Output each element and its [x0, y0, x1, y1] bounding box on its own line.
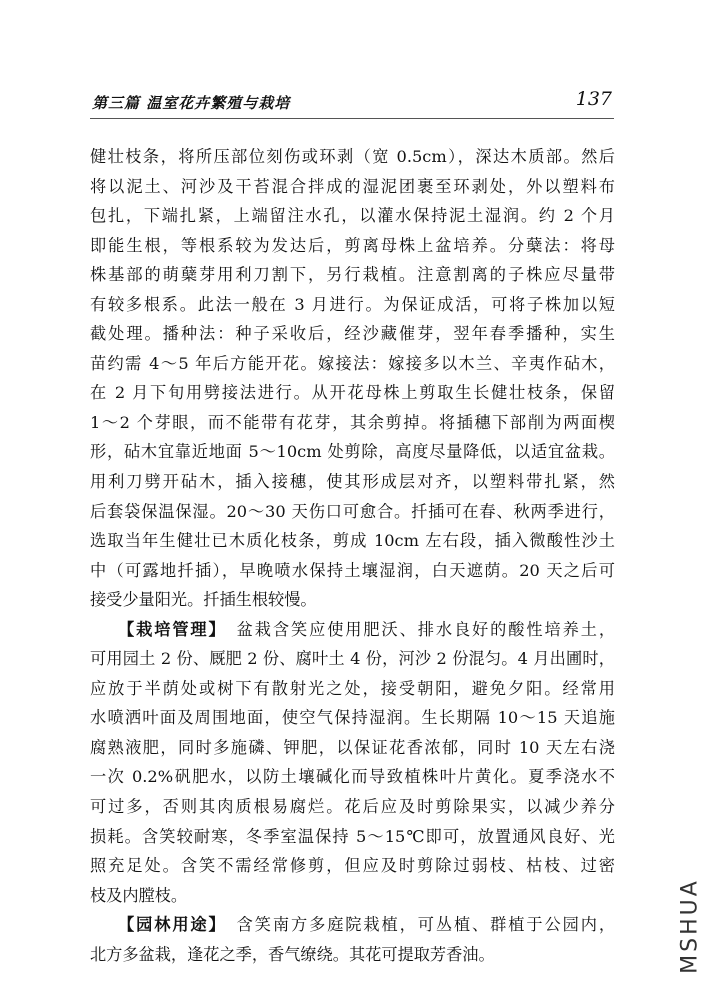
page-header [92, 88, 612, 120]
text-line: 接受少量阳光。扦插生根较慢。 [90, 590, 317, 610]
text-line: 应放于半荫处或树下有散射光之处，接受朝阳，避免夕阳。经常用 [90, 678, 615, 698]
text-line: 1～2 个芽眼，而不能带有花芽，其余剪掉。将插穗下部削为两面楔 [90, 412, 615, 432]
text-line: 株基部的萌蘖芽用利刀割下，另行栽植。注意割离的子株应尽量带 [90, 265, 615, 285]
text-line: 用利刀劈开砧木，插入接穗，使其形成层对齐，以塑料带扎紧，然 [90, 472, 615, 492]
text-line: 后套袋保温保湿。20～30 天伤口可愈合。扦插可在春、秋两季进行， [90, 501, 615, 521]
text-line: 包扎，下端扎紧，上端留注水孔，以灌水保持泥土湿润。约 2 个月 [90, 206, 615, 226]
text-line: 北方多盆栽，逢花之季，香气缭绕。其花可提取芳香油。 [90, 944, 495, 964]
watermark [675, 861, 705, 991]
section-first-line [90, 910, 615, 940]
body-text [90, 142, 615, 969]
text-line: 可过多，否则其肉质根易腐烂。花后应及时剪除果实，以减少养分 [90, 797, 615, 817]
text-line: 一次 0.2%矾肥水，以防土壤碱化而导致植株叶片黄化。夏季浇水不 [90, 767, 615, 787]
text-line: 即能生根，等根系较为发达后，剪离母株上盆培养。分蘖法：将母 [90, 235, 615, 255]
section-first-line-text: 盆栽含笑应使用肥沃、排水良好的酸性培养土， [236, 619, 615, 639]
text-line: 可用园土 2 份、厩肥 2 份、腐叶土 4 份，河沙 2 份混匀。4 月出圃时， [90, 649, 615, 669]
section-heading-cultivation: 【栽培管理】 [118, 619, 227, 639]
text-line: 选取当年生健壮已木质化枝条，剪成 10cm 左右段，插入微酸性沙土 [90, 531, 615, 551]
text-line: 苗约需 4～5 年后方能开花。嫁接法：嫁接多以木兰、辛夷作砧木， [90, 353, 615, 373]
section-first-line-text: 含笑南方多庭院栽植，可丛植、群植于公园内， [236, 915, 615, 935]
text-line: 照充足处。含笑不需经常修剪，但应及时剪除过弱枝、枯枝、过密 [90, 856, 615, 876]
section-heading-landscape-use: 【园林用途】 [118, 915, 227, 935]
text-line: 将以泥土、河沙及干苔混合拌成的湿泥团裹至环剥处，外以塑料布 [90, 176, 615, 196]
page-number: 137 [575, 88, 612, 110]
text-line: 枝及内膛枝。 [90, 885, 188, 905]
text-line: 有较多根系。此法一般在 3 月进行。为保证成活，可将子株加以短 [90, 294, 615, 314]
header-rule [90, 118, 614, 119]
text-line: 在 2 月下旬用劈接法进行。从开花母株上剪取生长健壮枝条，保留 [90, 383, 615, 403]
watermark-text: MSHUA [677, 878, 703, 974]
text-line: 损耗。含笑较耐寒，冬季室温保持 5～15℃即可，放置通风良好、光 [90, 826, 615, 846]
chapter-title: 第三篇 温室花卉繁殖与栽培 [92, 94, 291, 112]
section-first-line [90, 615, 615, 645]
text-line: 腐熟液肥，同时多施磷、钾肥，以保证花香浓郁，同时 10 天左右浇 [90, 737, 615, 757]
text-line: 中（可露地扦插），早晚喷水保持土壤湿润，白天遮荫。20 天之后可 [90, 560, 615, 580]
text-line: 健壮枝条，将所压部位刻伤或环剥（宽 0.5cm），深达木质部。然后 [90, 147, 615, 166]
text-line: 截处理。播种法：种子采收后，经沙藏催芽，翌年春季播种，实生 [90, 324, 615, 344]
text-line: 形，砧木宜靠近地面 5～10cm 处剪除，高度尽量降低，以适宜盆栽。 [90, 442, 615, 462]
text-line: 水喷洒叶面及周围地面，使空气保持湿润。生长期隔 10～15 天追施 [90, 708, 615, 728]
